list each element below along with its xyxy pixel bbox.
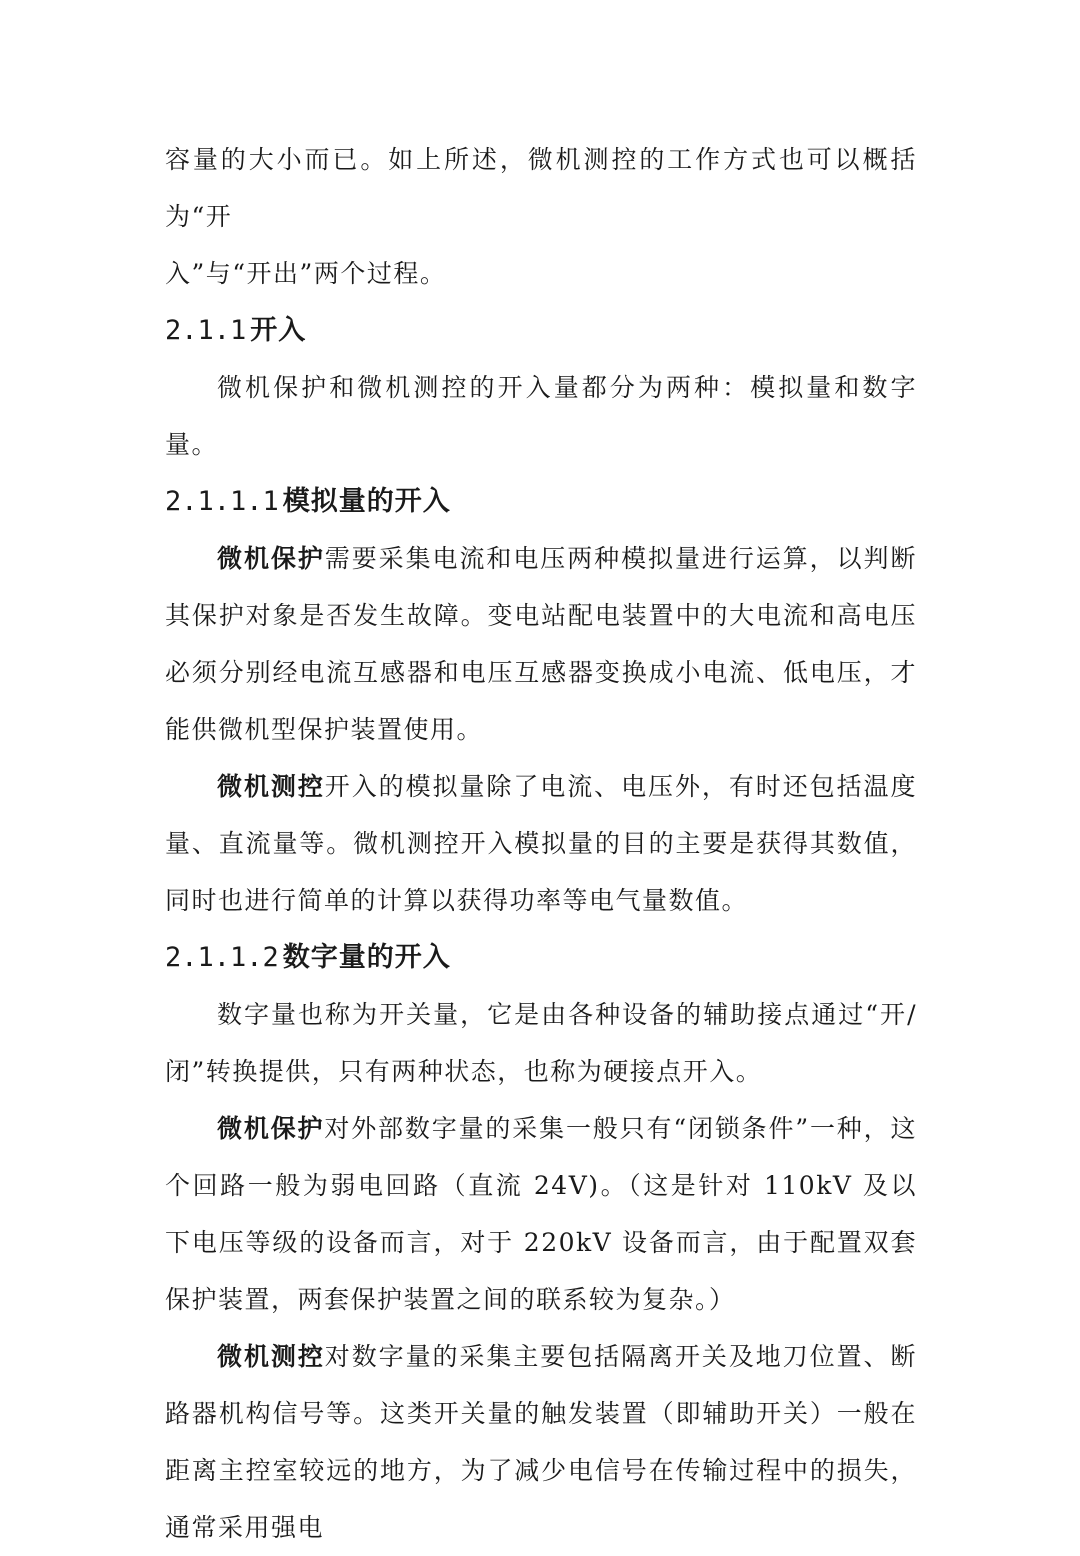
document-body — [165, 131, 917, 1556]
heading-number: 2.1.1 — [165, 315, 247, 346]
paragraph-analog-protection — [165, 530, 917, 758]
heading-title: 数字量的开入 — [282, 942, 451, 973]
paragraph-lead-term: 微机保护 — [217, 1114, 325, 1143]
heading-title: 开入 — [250, 315, 307, 346]
heading-number: 2.1.1.2 — [165, 942, 279, 973]
paragraph-intro: 微机保护和微机测控的开入量都分为两种：模拟量和数字量。 — [165, 373, 917, 459]
paragraph-text: 开入的模拟量除了电流、电压外，有时还包括温度量、直流量等。微机测控开入模拟量的目的主要是获得其数值，同时也进行简单的计算以获得功率等电气量数值。 — [165, 772, 917, 915]
paragraph-lead-term: 微机保护 — [217, 544, 325, 573]
paragraph-text: 对数字量的采集主要包括隔离开关及地刀位置、断路器机构信号等。这类开关量的触发装置（即辅助开关）一般在距离主控室较远的地方，为了减少电信号在传输过程中的损失，通常采用强电 — [165, 1342, 917, 1542]
paragraph-digital-measurement — [165, 1328, 917, 1556]
paragraph-lead-term: 微机测控 — [217, 1342, 325, 1371]
paragraph-text: 对外部数字量的采集一般只有“闭锁条件”一种，这个回路一般为弱电回路（直流 24V)。（这是针对 110kV 及以下电压等级的设备而言，对于 220kV 设备而言，由于配置双套保护装置，两套保护装置之间的联系较为复杂。） — [165, 1114, 917, 1314]
paragraph-continuation — [165, 131, 917, 302]
paragraph-lead-term: 微机测控 — [217, 772, 325, 801]
paragraph-analog-measurement — [165, 758, 917, 929]
paragraph-line: 入”与“开出”两个过程。 — [165, 259, 447, 288]
paragraph-line: 容量的大小而已。如上所述，微机测控的工作方式也可以概括为“开 — [165, 145, 917, 231]
section-heading-2-1-1-1 — [165, 473, 917, 530]
heading-title: 模拟量的开入 — [282, 486, 451, 517]
heading-number: 2.1.1.1 — [165, 486, 279, 517]
paragraph-text: 需要采集电流和电压两种模拟量进行运算，以判断其保护对象是否发生故障。变电站配电装置中的大电流和高电压必须分别经电流互感器和电压互感器变换成小电流、低电压，才能供微机型保护装置使用。 — [165, 544, 917, 744]
paragraph-digital-intro: 数字量也称为开关量，它是由各种设备的辅助接点通过“开/闭”转换提供，只有两种状态，也称为硬接点开入。 — [165, 1000, 917, 1086]
section-heading-2-1-1-2 — [165, 929, 917, 986]
section-heading-2-1-1 — [165, 302, 917, 359]
paragraph-digital-protection — [165, 1100, 917, 1328]
